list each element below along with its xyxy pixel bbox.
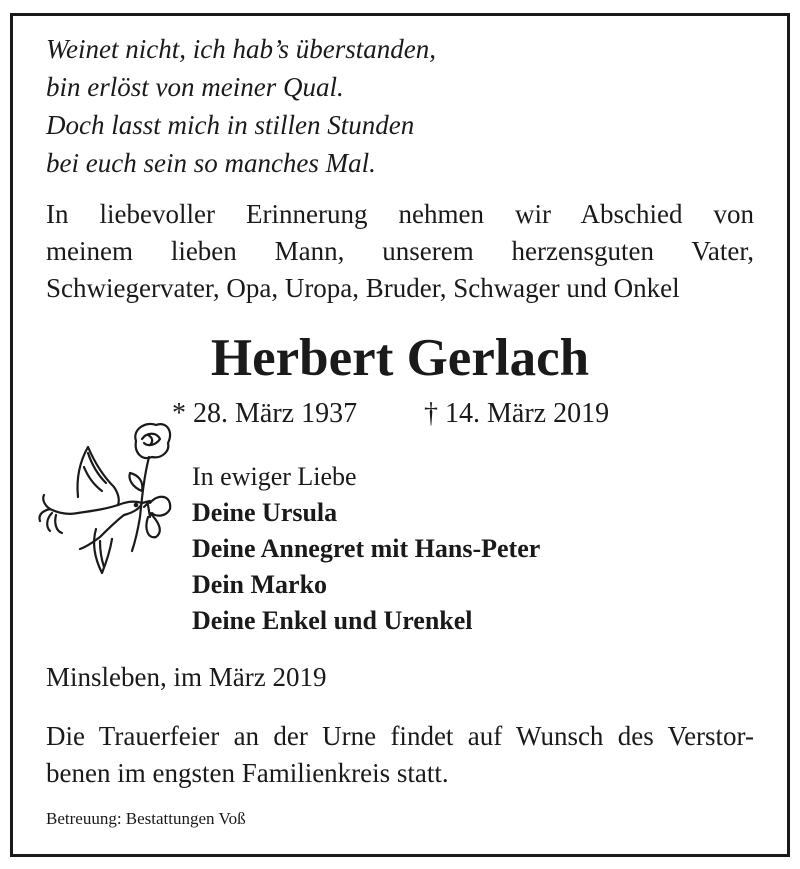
poem-line: Weinet nicht, ich hab’s überstanden, <box>46 34 436 64</box>
intro-line: Schwiegervater, Opa, Uropa, Bruder, Schwager und Onkel <box>46 273 680 303</box>
poem-line: Doch lasst mich in stillen Stunden <box>46 110 415 140</box>
funeral-line: Die Trauerfeier an der Urne findet auf Wunsch des Verstor- <box>46 721 754 751</box>
dove-with-rose-icon <box>32 417 182 587</box>
family-greeting: In ewiger Liebe <box>192 462 357 491</box>
family-signatures <box>192 459 540 639</box>
intro-line: meinem lieben Mann, unserem herzensguten Vater, <box>46 236 754 266</box>
birth-date: * 28. März 1937 <box>172 398 358 429</box>
intro-text <box>46 196 754 307</box>
place-and-date: Minsleben, im März 2019 <box>46 662 327 692</box>
funeral-notice <box>46 718 754 792</box>
poem <box>46 30 436 182</box>
death-date: † 14. März 2019 <box>424 398 610 429</box>
poem-line: bei euch sein so manches Mal. <box>46 148 376 178</box>
intro-line: In liebevoller Erinnerung nehmen wir Abschied von <box>46 199 754 229</box>
family-member: Deine Ursula <box>192 498 338 527</box>
family-member: Dein Marko <box>192 570 328 599</box>
deceased-name: Herbert Gerlach <box>210 329 590 387</box>
family-member: Deine Enkel und Urenkel <box>192 606 473 635</box>
funeral-line: benen im engsten Familienkreis statt. <box>46 758 449 788</box>
undertaker-credit: Betreuung: Bestattungen Voß <box>46 809 246 828</box>
poem-line: bin erlöst von meiner Qual. <box>46 72 344 102</box>
family-member: Deine Annegret mit Hans-Peter <box>192 534 541 563</box>
